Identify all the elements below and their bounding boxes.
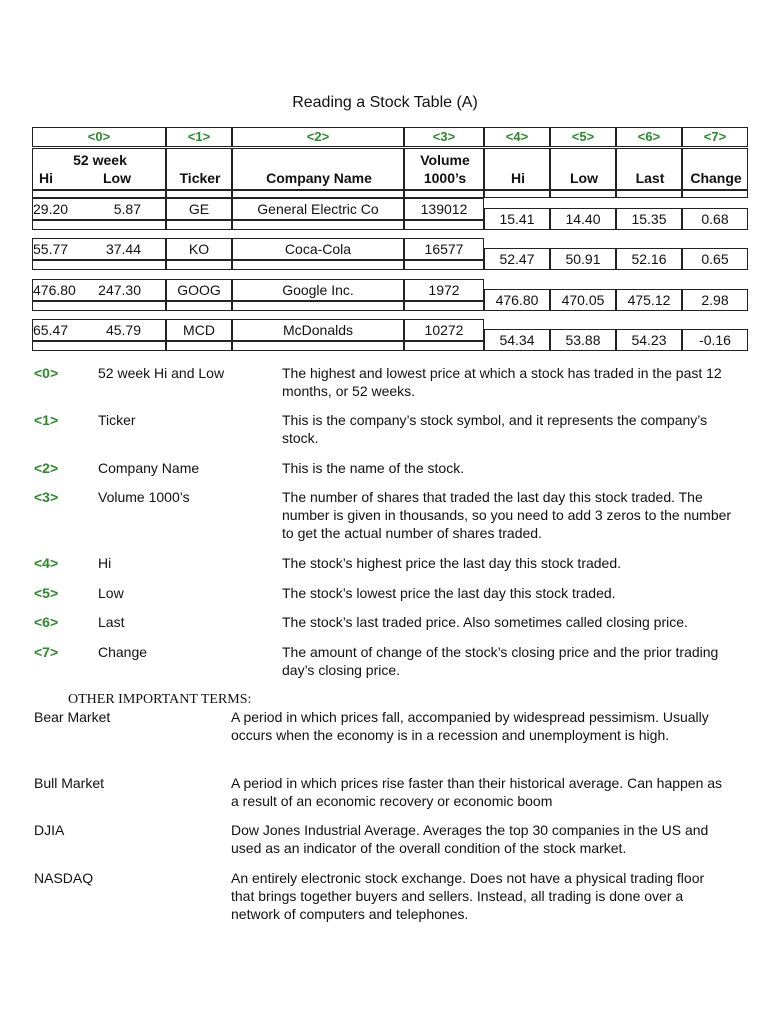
header-volume — [404, 148, 484, 190]
row-spacer — [232, 341, 404, 351]
row-ticker: GOOG — [166, 279, 232, 301]
row-spacer — [32, 301, 166, 311]
header-company — [232, 148, 404, 190]
table-spacer — [550, 190, 616, 198]
row-low: 470.05 — [550, 289, 616, 311]
row-hi: 15.41 — [484, 208, 550, 230]
row-ticker: GE — [166, 198, 232, 220]
row-ticker: KO — [166, 238, 232, 260]
header-volume-line2: 1000’s — [423, 170, 467, 186]
definition-term: Change — [98, 644, 148, 660]
row-52-week — [32, 198, 166, 220]
row-hi: 52.47 — [484, 248, 550, 270]
table-spacer — [232, 190, 404, 198]
header-52-week-label: 52 week — [73, 152, 127, 168]
row-52-week — [32, 279, 166, 301]
table-spacer — [484, 190, 550, 198]
row-volume: 1972 — [404, 279, 484, 301]
row-spacer — [166, 341, 232, 351]
term-desc: Dow Jones Industrial Average. Averages the top 30 companies in the US and used as an indicator of the overall condition of the stock market. — [231, 822, 709, 856]
header-52-hi: Hi — [39, 170, 53, 186]
row-last: 15.35 — [616, 208, 682, 230]
header-52-low: Low — [103, 170, 131, 186]
other-terms-heading: OTHER IMPORTANT TERMS: — [68, 692, 252, 707]
column-code: <4> — [484, 127, 550, 147]
header-last-label: Last — [635, 170, 665, 186]
row-spacer — [404, 220, 484, 230]
column-code: <7> — [682, 127, 748, 147]
definition-code: <7> — [34, 644, 59, 660]
definition-code: <2> — [34, 460, 59, 476]
definition-desc: This is the company’s stock symbol, and it represents the company’s stock. — [282, 412, 708, 446]
row-change: 0.65 — [682, 248, 748, 270]
definition-term: Hi — [98, 555, 112, 571]
header-hi2-label: Hi — [511, 170, 525, 186]
term-desc: A period in which prices rise faster than their historical average. Can happen as a result of an economic recovery or economic boom — [231, 775, 723, 809]
table-spacer — [32, 190, 166, 198]
header-low2 — [550, 148, 616, 190]
row-spacer — [32, 260, 166, 270]
definition-code: <0> — [34, 365, 59, 381]
row-change: 0.68 — [682, 208, 748, 230]
column-code: <3> — [404, 127, 484, 147]
column-code: <0> — [32, 127, 166, 147]
definition-code: <5> — [34, 585, 59, 601]
row-last: 54.23 — [616, 329, 682, 351]
row-last: 475.12 — [616, 289, 682, 311]
table-spacer — [404, 190, 484, 198]
header-last — [616, 148, 682, 190]
term-name: Bull Market — [34, 775, 105, 791]
row-52-week — [32, 238, 166, 260]
header-ticker — [166, 148, 232, 190]
table-spacer — [682, 190, 748, 198]
row-volume: 139012 — [404, 198, 484, 220]
header-volume-line1: Volume — [420, 152, 470, 168]
definition-desc: The stock’s highest price the last day this stock traded. — [282, 555, 622, 571]
definition-code: <3> — [34, 489, 59, 505]
row-low: 50.91 — [550, 248, 616, 270]
row-52-low: 5.87 — [113, 201, 141, 217]
row-52-hi: 55.77 — [33, 241, 69, 257]
table-spacer — [166, 190, 232, 198]
definition-code: <1> — [34, 412, 59, 428]
definition-desc: The highest and lowest price at which a stock has traded in the past 12 months, or 52 weeks. — [282, 365, 722, 399]
header-52-week — [32, 148, 166, 190]
row-52-hi: 65.47 — [33, 322, 69, 338]
page-title: Reading a Stock Table (A) — [292, 94, 478, 111]
row-spacer — [166, 220, 232, 230]
row-spacer — [166, 260, 232, 270]
header-company-label: Company Name — [266, 170, 372, 186]
definition-term: 52 week Hi and Low — [98, 365, 225, 381]
row-volume: 10272 — [404, 319, 484, 341]
term-desc: A period in which prices fall, accompanied by widespread pessimism. Usually occurs when the economy is in a recession and unemployment is high. — [231, 709, 709, 743]
definition-code: <6> — [34, 614, 59, 630]
row-52-hi: 476.80 — [33, 282, 76, 298]
row-52-week — [32, 319, 166, 341]
column-code: <6> — [616, 127, 682, 147]
definition-term: Company Name — [98, 460, 200, 476]
definition-term: Last — [98, 614, 125, 630]
row-change: -0.16 — [682, 329, 748, 351]
row-spacer — [32, 220, 166, 230]
header-change — [682, 148, 748, 190]
row-company: Google Inc. — [232, 279, 404, 301]
row-52-low: 247.30 — [98, 282, 141, 298]
definition-desc: This is the name of the stock. — [282, 460, 465, 476]
column-code: <1> — [166, 127, 232, 147]
header-change-label: Change — [690, 170, 742, 186]
row-spacer — [404, 260, 484, 270]
term-desc: An entirely electronic stock exchange. Does not have a physical trading floor that brings together buyers and sellers. Instead, all trading is done over a network of computers and telephones. — [231, 870, 705, 922]
definition-term: Volume 1000’s — [98, 489, 190, 505]
table-spacer — [616, 190, 682, 198]
header-low2-label: Low — [570, 170, 598, 186]
row-company: Coca-Cola — [232, 238, 404, 260]
definition-code: <4> — [34, 555, 59, 571]
header-hi2 — [484, 148, 550, 190]
row-hi: 54.34 — [484, 329, 550, 351]
row-spacer — [404, 301, 484, 311]
row-low: 53.88 — [550, 329, 616, 351]
row-company: General Electric Co — [232, 198, 404, 220]
term-name: Bear Market — [34, 709, 111, 725]
row-52-hi: 29.20 — [33, 201, 69, 217]
row-spacer — [32, 341, 166, 351]
row-last: 52.16 — [616, 248, 682, 270]
row-spacer — [232, 301, 404, 311]
definition-desc: The amount of change of the stock’s closing price and the prior trading day’s closing price. — [282, 644, 719, 678]
header-ticker-label: Ticker — [179, 170, 221, 186]
row-hi: 476.80 — [484, 289, 550, 311]
column-code: <2> — [232, 127, 404, 147]
definition-desc: The number of shares that traded the last day this stock traded. The number is given in thousands, so you need to add 3 zeros to the number to get the actual number of shares traded. — [282, 489, 732, 541]
row-low: 14.40 — [550, 208, 616, 230]
row-spacer — [232, 260, 404, 270]
row-spacer — [404, 341, 484, 351]
row-company: McDonalds — [232, 319, 404, 341]
row-spacer — [166, 301, 232, 311]
definition-term: Ticker — [98, 412, 136, 428]
definition-term: Low — [98, 585, 124, 601]
term-name: DJIA — [34, 822, 65, 838]
column-code: <5> — [550, 127, 616, 147]
row-volume: 16577 — [404, 238, 484, 260]
definition-desc: The stock’s last traded price. Also sometimes called closing price. — [282, 614, 688, 630]
row-change: 2.98 — [682, 289, 748, 311]
row-ticker: MCD — [166, 319, 232, 341]
row-52-low: 37.44 — [105, 241, 141, 257]
row-52-low: 45.79 — [105, 322, 141, 338]
row-spacer — [232, 220, 404, 230]
term-name: NASDAQ — [34, 870, 94, 886]
definition-desc: The stock’s lowest price the last day this stock traded. — [282, 585, 616, 601]
